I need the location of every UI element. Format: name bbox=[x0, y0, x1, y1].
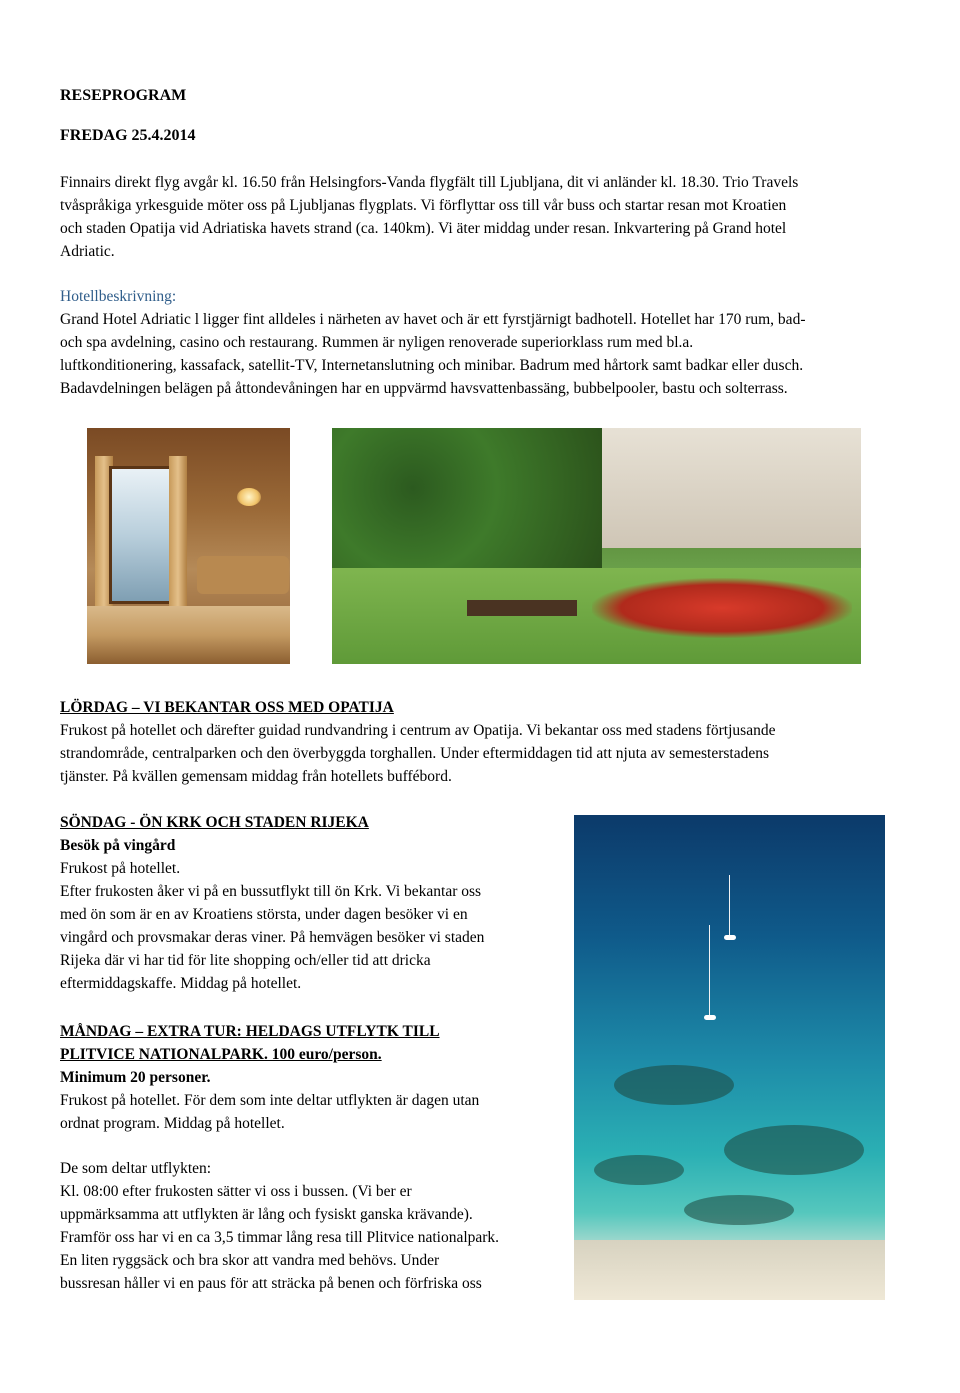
monday-participants bbox=[60, 1157, 570, 1295]
participants-line: En liten ryggsäck och bra skor att vandra med behövs. Under bbox=[60, 1252, 440, 1269]
sunday-line: eftermiddagskaffe. Middag på hotellet. bbox=[60, 975, 302, 992]
friday-line: tvåspråkiga yrkesguide möter oss på Ljubljanas flygplats. Vi förflyttar oss till vår buss och startar resan mot Kroatien bbox=[60, 197, 787, 214]
participants-line: Framför oss har vi en ca 3,5 timmar lång resa till Plitvice nationalpark. bbox=[60, 1229, 500, 1246]
hotel-heading: Hotellbeskrivning: bbox=[60, 288, 177, 305]
friday-text bbox=[60, 171, 920, 263]
saturday-heading: LÖRDAG – VI BEKANTAR OSS MED OPATIJA bbox=[60, 699, 394, 716]
participants-line: uppmärksamma att utflykten är lång och fysiskt ganska krävande). bbox=[60, 1206, 473, 1223]
hotel-room-photo bbox=[87, 428, 290, 664]
sunday-line: vingård och provsmakar deras viner. På hemvägen besöker vi staden bbox=[60, 929, 485, 946]
friday-date-block bbox=[60, 124, 196, 147]
page-title: RESEPROGRAM bbox=[60, 87, 187, 104]
friday-line: Finnairs direkt flyg avgår kl. 16.50 från Helsingfors-Vanda flygfält till Ljubljana, dit vi anländer kl. 18.30. Trio Travels bbox=[60, 174, 799, 191]
monday-heading-line: PLITVICE NATIONALPARK. 100 euro/person. bbox=[60, 1046, 382, 1063]
saturday-line: Frukost på hotellet och därefter guidad rundvandring i centrum av Opatija. Vi bekantar oss med stadens förtjusande bbox=[60, 722, 776, 739]
sunday-line: Rijeka där vi har tid för lite shopping och/eller tid att dricka bbox=[60, 952, 431, 969]
hotel-line: Grand Hotel Adriatic l ligger fint alldeles i närheten av havet och är ett fyrstjärnigt badhotell. Hotellet har 170 rum, bad- bbox=[60, 311, 806, 328]
monday-line: ordnat program. Middag på hotellet. bbox=[60, 1115, 285, 1132]
saturday-section bbox=[60, 696, 920, 788]
sunday-subheading: Besök på vingård bbox=[60, 837, 176, 854]
saturday-line: strandområde, centralparken och den överbyggda torghallen. Under eftermiddagen tid att njuta av semesterstadens bbox=[60, 745, 770, 762]
monday-line: Frukost på hotellet. För dem som inte deltar utflykten är dagen utan bbox=[60, 1092, 480, 1109]
sunday-line: med ön som är en av Kroatiens största, under dagen besöker vi en bbox=[60, 906, 468, 923]
monday-section bbox=[60, 1020, 570, 1135]
monday-heading-line: MÅNDAG – EXTRA TUR: HELDAGS UTFLYTK TILL bbox=[60, 1023, 440, 1040]
sunday-line: Efter frukosten åker vi på en bussutflykt till ön Krk. Vi bekantar oss bbox=[60, 883, 482, 900]
friday-date: FREDAG 25.4.2014 bbox=[60, 127, 196, 144]
participants-line: bussresan håller vi en paus för att sträcka på benen och förfriska oss bbox=[60, 1275, 482, 1292]
participants-line: Kl. 08:00 efter frukosten sätter vi oss i bussen. (Vi ber er bbox=[60, 1183, 412, 1200]
participants-heading: De som deltar utflykten: bbox=[60, 1160, 212, 1177]
monday-heading-line: Minimum 20 personer. bbox=[60, 1069, 211, 1086]
hotel-line: Badavdelningen belägen på åttondevåningen har en uppvärmd havsvattenbassäng, bubbelpooler, bastu och solterrass. bbox=[60, 380, 788, 397]
saturday-line: tjänster. På kvällen gemensam middag från hotellets buffébord. bbox=[60, 768, 452, 785]
page-title-block bbox=[60, 84, 186, 107]
hotel-line: luftkonditionering, kassafack, satellit-TV, Internetanslutning och minibar. Badrum med hårtork samt badkar eller dusch. bbox=[60, 357, 804, 374]
friday-line: Adriatic. bbox=[60, 243, 115, 260]
sunday-section bbox=[60, 811, 560, 995]
friday-line: och staden Opatija vid Adriatiska havets strand (ca. 140km). Vi äter middag under resan. Inkvartering på Grand hotel bbox=[60, 220, 787, 237]
hotel-line: och spa avdelning, casino och restaurang. Rummen är nyligen renoverade superiorklass rum med bl.a. bbox=[60, 334, 694, 351]
sunday-heading: SÖNDAG - ÖN KRK OCH STADEN RIJEKA bbox=[60, 814, 369, 831]
sea-beach-photo bbox=[574, 815, 885, 1300]
sunday-line: Frukost på hotellet. bbox=[60, 860, 181, 877]
park-photo bbox=[332, 428, 861, 664]
hotel-section bbox=[60, 285, 920, 400]
